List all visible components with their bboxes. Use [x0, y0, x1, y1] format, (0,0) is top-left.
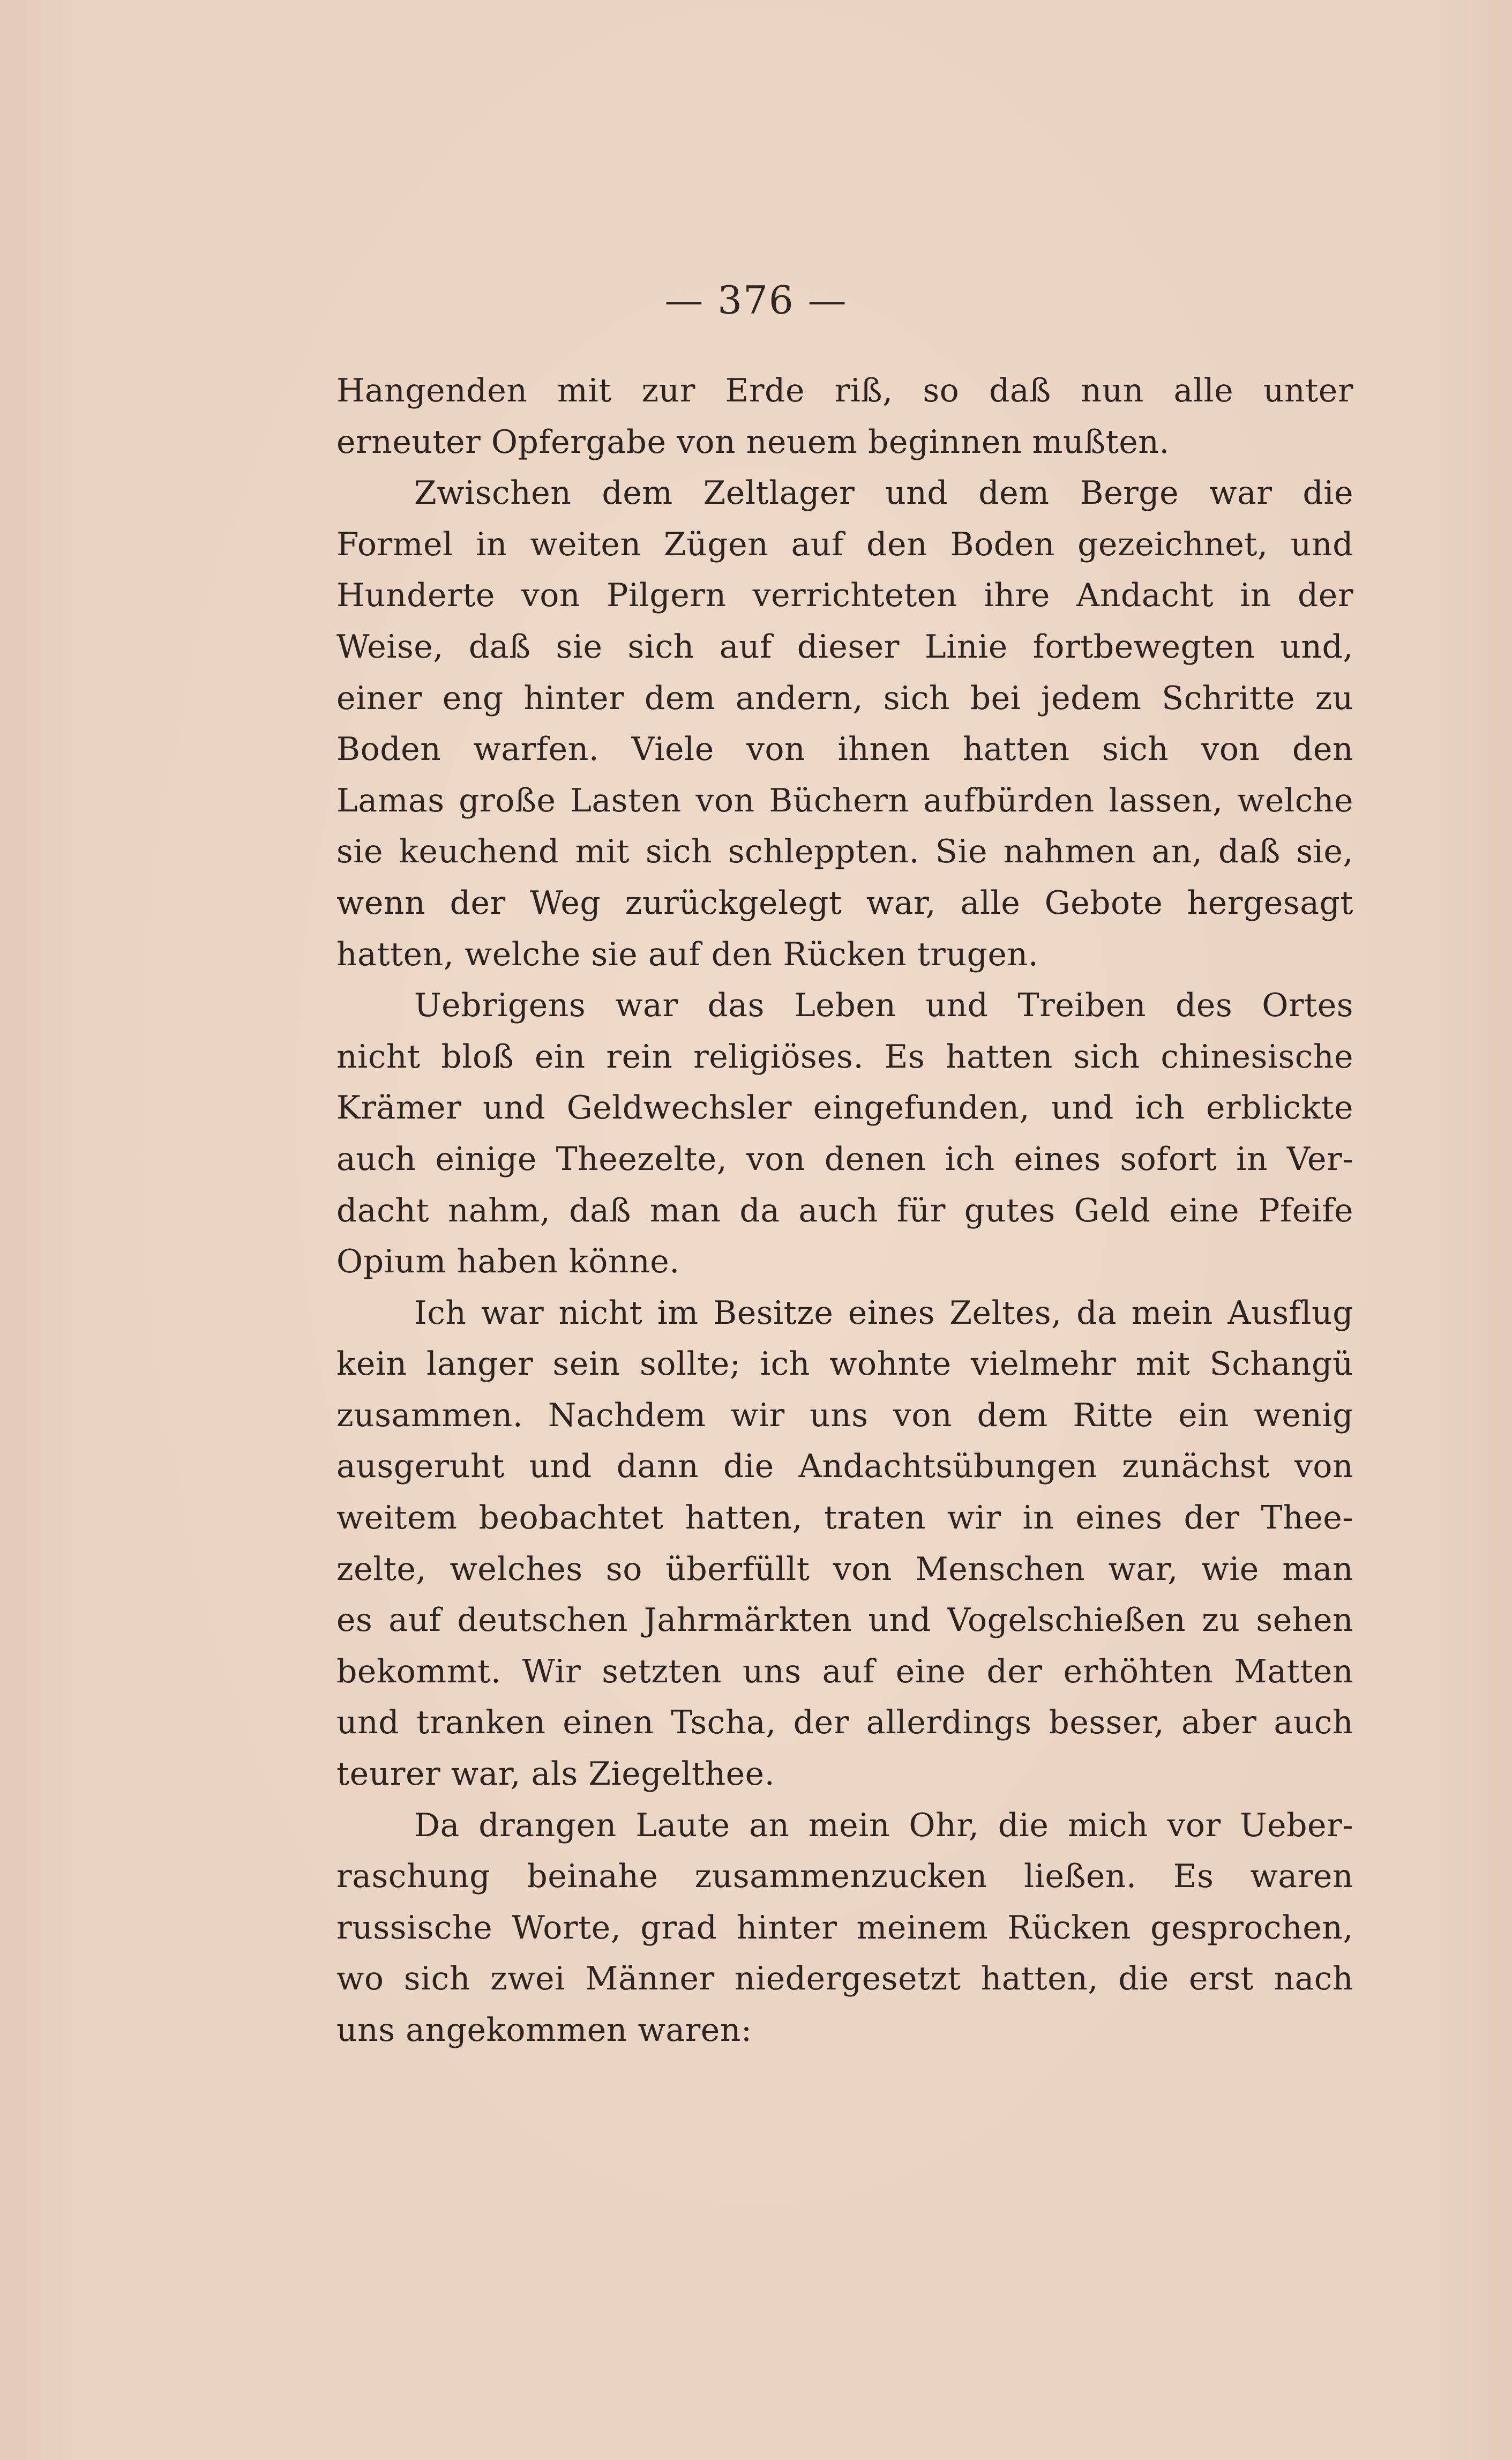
text-line: hatten, welche sie auf den Rücken trugen. — [336, 935, 1039, 973]
text-line: dacht nahm, daß man da auch für gutes Geld eine Pfeife — [336, 1191, 1353, 1229]
text-line: zelte, welches so überfüllt von Menschen war, wie man — [336, 1550, 1353, 1588]
text-line: zusammen. Nachdem wir uns von dem Ritte ein wenig — [336, 1396, 1353, 1434]
text-line: auch einige Theezelte, von denen ich eines sofort in Ver- — [336, 1140, 1353, 1178]
text-line: Opium haben könne. — [336, 1243, 680, 1281]
text-line: bekommt. Wir setzten uns auf eine der erhöhten Matten — [336, 1652, 1353, 1690]
text-line: ausgeruht und dann die Andachtsübungen zunächst von — [336, 1448, 1353, 1486]
text-line: Weise, daß sie sich auf dieser Linie fortbewegten und, — [336, 628, 1353, 666]
body-text — [336, 366, 1353, 2056]
text-line: Uebrigens war das Leben und Treiben des Ortes — [414, 987, 1353, 1025]
text-line: nicht bloß ein rein religiöses. Es hatten sich chinesische — [336, 1038, 1353, 1076]
text-line: Krämer und Geldwechsler eingefunden, und ich erblickte — [336, 1089, 1353, 1127]
text-line: Hangenden mit zur Erde riß, so daß nun alle unter — [336, 372, 1353, 409]
text-line: wo sich zwei Männer niedergesetzt hatten, die erst nach — [336, 1960, 1353, 1998]
text-line: Hunderte von Pilgern verrichteten ihre Andacht in der — [336, 577, 1353, 615]
text-line: Zwischen dem Zeltlager und dem Berge war die — [414, 474, 1353, 512]
text-line: russische Worte, grad hinter meinem Rücken gesprochen, — [336, 1909, 1353, 1947]
text-line: raschung beinahe zusammenzucken ließen. Es waren — [336, 1858, 1353, 1896]
text-line: wenn der Weg zurückgelegt war, alle Gebote hergesagt — [336, 884, 1353, 922]
text-line: Formel in weiten Zügen auf den Boden gezeichnet, und — [336, 525, 1353, 563]
text-line: teurer war, als Ziegelthee. — [336, 1755, 775, 1793]
text-line: kein langer sein sollte; ich wohnte vielmehr mit Schangü — [336, 1345, 1353, 1383]
text-line: weitem beobachtet hatten, traten wir in eines der Thee- — [336, 1499, 1353, 1537]
text-line: erneuter Opfergabe von neuem beginnen mußten. — [336, 423, 1170, 461]
text-line: einer eng hinter dem andern, sich bei jedem Schritte zu — [336, 679, 1353, 717]
text-line: uns angekommen waren: — [336, 2011, 752, 2049]
text-line: Lamas große Lasten von Büchern aufbürden lassen, welche — [336, 781, 1353, 819]
text-line: Ich war nicht im Besitze eines Zeltes, da mein Ausflug — [414, 1294, 1353, 1332]
text-line: und tranken einen Tscha, der allerdings besser, aber auch — [336, 1704, 1353, 1742]
text-line: sie keuchend mit sich schleppten. Sie nahmen an, daß sie, — [336, 833, 1353, 871]
text-line: Da drangen Laute an mein Ohr, die mich vor Ueber- — [414, 1806, 1353, 1844]
text-line: Boden warfen. Viele von ihnen hatten sich von den — [336, 730, 1353, 769]
page-number: — 376 — — [664, 278, 848, 323]
text-line: es auf deutschen Jahrmärkten und Vogelschießen zu sehen — [336, 1601, 1353, 1639]
